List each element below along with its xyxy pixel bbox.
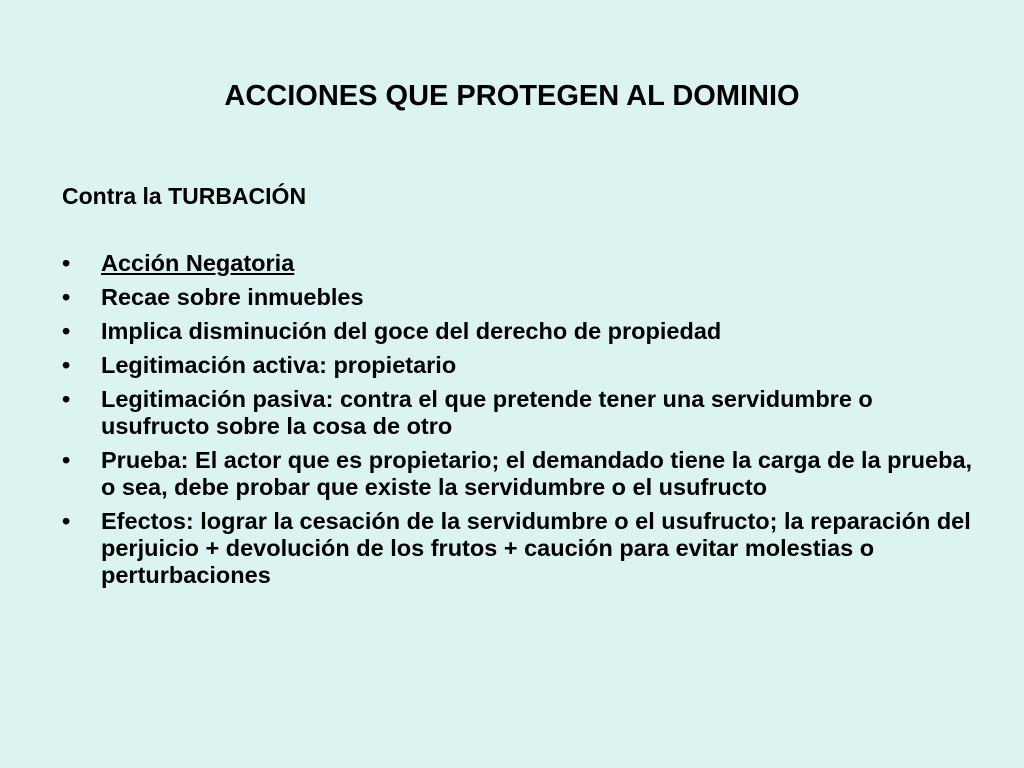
bullet-item [62,386,982,440]
slide-title: ACCIONES QUE PROTEGEN AL DOMINIO [224,80,800,112]
bullet-text: Legitimación activa: propietario [101,352,457,378]
bullet-list [62,250,982,596]
bullet-item [62,447,982,501]
bullet-text: Prueba: El actor que es propietario; el demandado tiene la carga de la prueba, o sea, debe probar que existe la servidumbre o el usufructo [101,447,973,500]
bullet-item [62,250,982,277]
bullet-item [62,508,982,589]
bullet-icon: • [62,447,71,473]
bullet-icon: • [62,318,71,344]
bullet-item [62,318,982,345]
bullet-icon: • [62,284,71,310]
bullet-text: Efectos: lograr la cesación de la servidumbre o el usufructo; la reparación del perjuicio + devolución de los frutos + caución para evitar molestias o perturbaciones [101,508,971,588]
bullet-text: Legitimación pasiva: contra el que pretende tener una servidumbre o usufructo sobre la cosa de otro [101,386,873,439]
bullet-icon: • [62,508,71,534]
section-subtitle: Contra la TURBACIÓN [62,183,307,209]
bullet-item [62,284,982,311]
bullet-text: Acción Negatoria [101,250,295,276]
bullet-text: Recae sobre inmuebles [101,284,364,310]
bullet-icon: • [62,250,71,276]
bullet-icon: • [62,386,71,412]
bullet-text: Implica disminución del goce del derecho de propiedad [101,318,722,344]
bullet-item [62,352,982,379]
bullet-icon: • [62,352,71,378]
